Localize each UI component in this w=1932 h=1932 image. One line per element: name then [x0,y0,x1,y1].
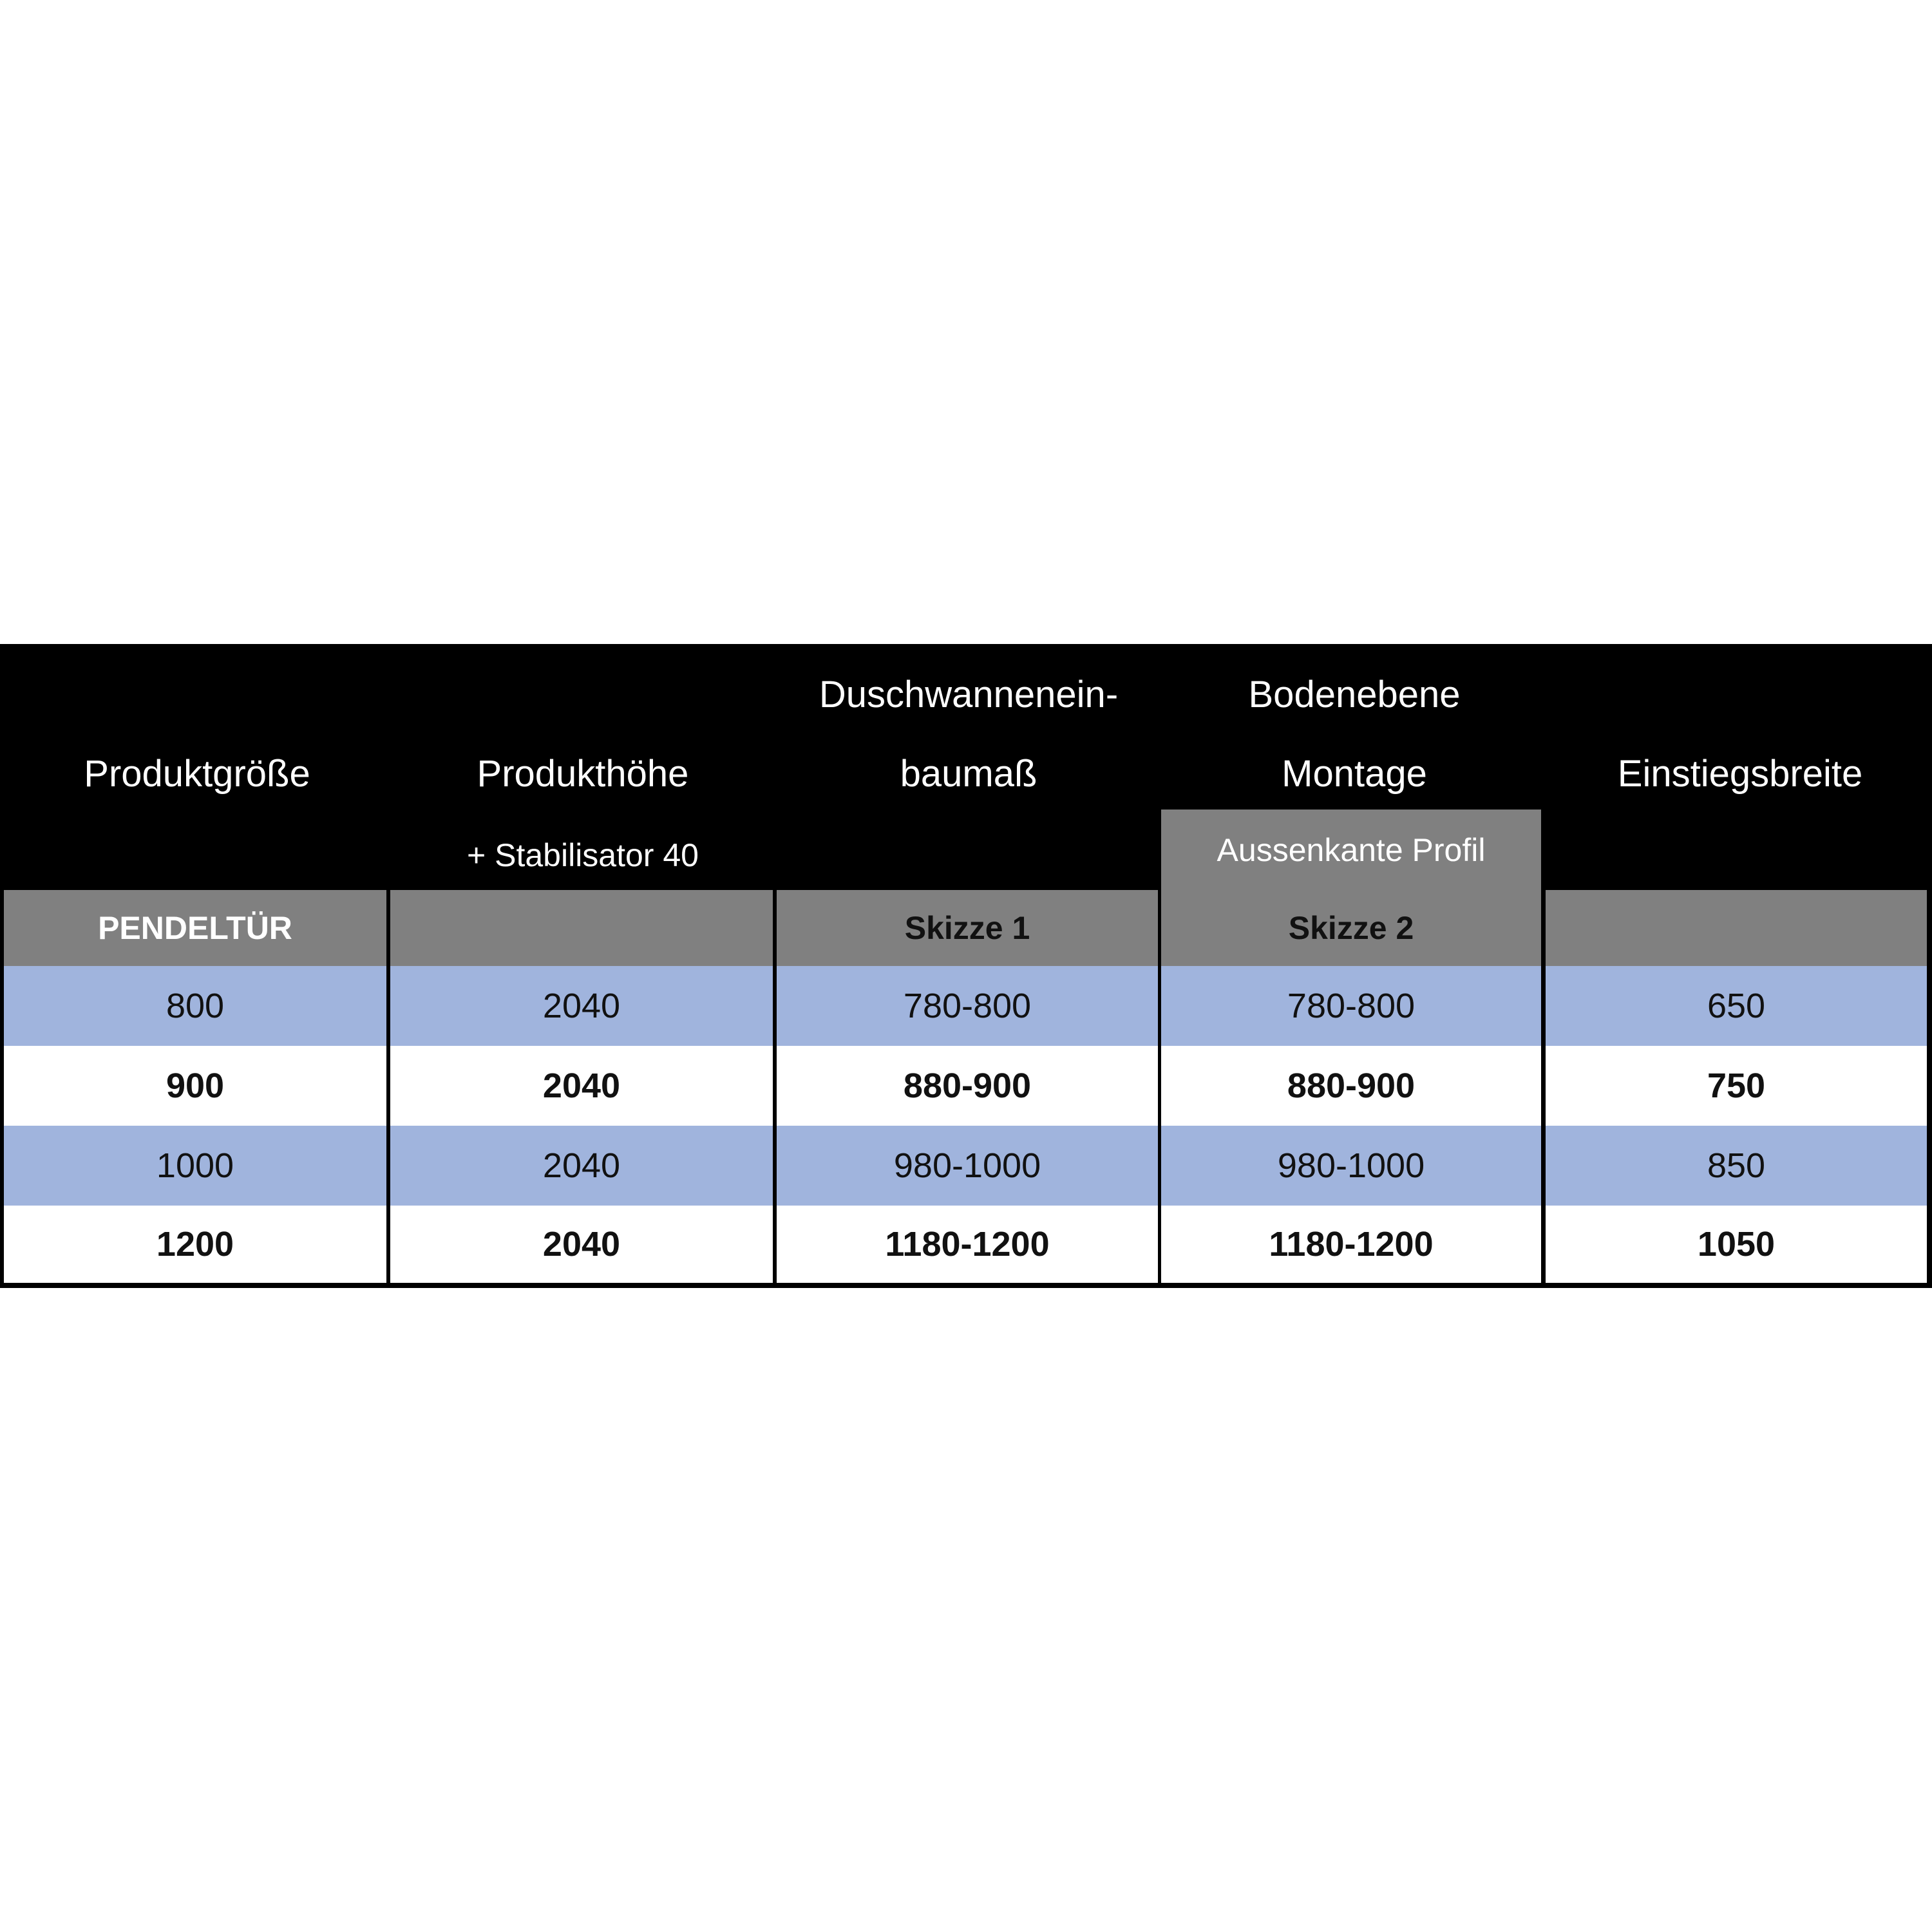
table-cell: 900 [4,1046,386,1126]
table-cell: 980-1000 [777,1126,1158,1206]
table-cell: 2040 [390,966,773,1046]
table-cell: 2040 [390,1046,773,1126]
header-col5: Einstiegsbreite [1617,752,1863,795]
table-cell: 1180-1200 [1161,1206,1541,1283]
table-cell: 650 [1546,966,1927,1046]
subheader-skizze-1: Skizze 1 [777,890,1158,966]
header-col4-line1: Bodenebene [1248,673,1461,715]
header-col2: Produkthöhe [477,752,689,795]
table-cell: 850 [1546,1126,1927,1206]
subheader-col2 [390,890,773,966]
header-col3-line2: baumaß [900,752,1037,795]
table-cell: 2040 [390,1126,773,1206]
subheader-col5 [1546,890,1927,966]
table-cell: 780-800 [1161,966,1541,1046]
table-cell: 800 [4,966,386,1046]
header-col4-line2: Montage [1282,752,1427,795]
subheader-skizze-2: Skizze 2 [1161,890,1541,966]
header-col3-line1: Duschwannenein- [819,673,1119,715]
header-col4-note: Aussenkante Profil [1161,810,1541,890]
table-cell: 1180-1200 [777,1206,1158,1283]
table-cell: 1050 [1546,1206,1927,1283]
table-cell: 880-900 [777,1046,1158,1126]
table-cell: 750 [1546,1046,1927,1126]
table-cell: 880-900 [1161,1046,1541,1126]
table-cell: 2040 [390,1206,773,1283]
header-col1: Produktgröße [84,752,310,795]
table-cell: 980-1000 [1161,1126,1541,1206]
product-size-table [0,644,1932,1288]
subheader-pendeltuer: PENDELTÜR [4,890,386,966]
header-col2-note: + Stabilisator 40 [467,837,699,873]
table-cell: 1200 [4,1206,386,1283]
table-cell: 1000 [4,1126,386,1206]
table-cell: 780-800 [777,966,1158,1046]
